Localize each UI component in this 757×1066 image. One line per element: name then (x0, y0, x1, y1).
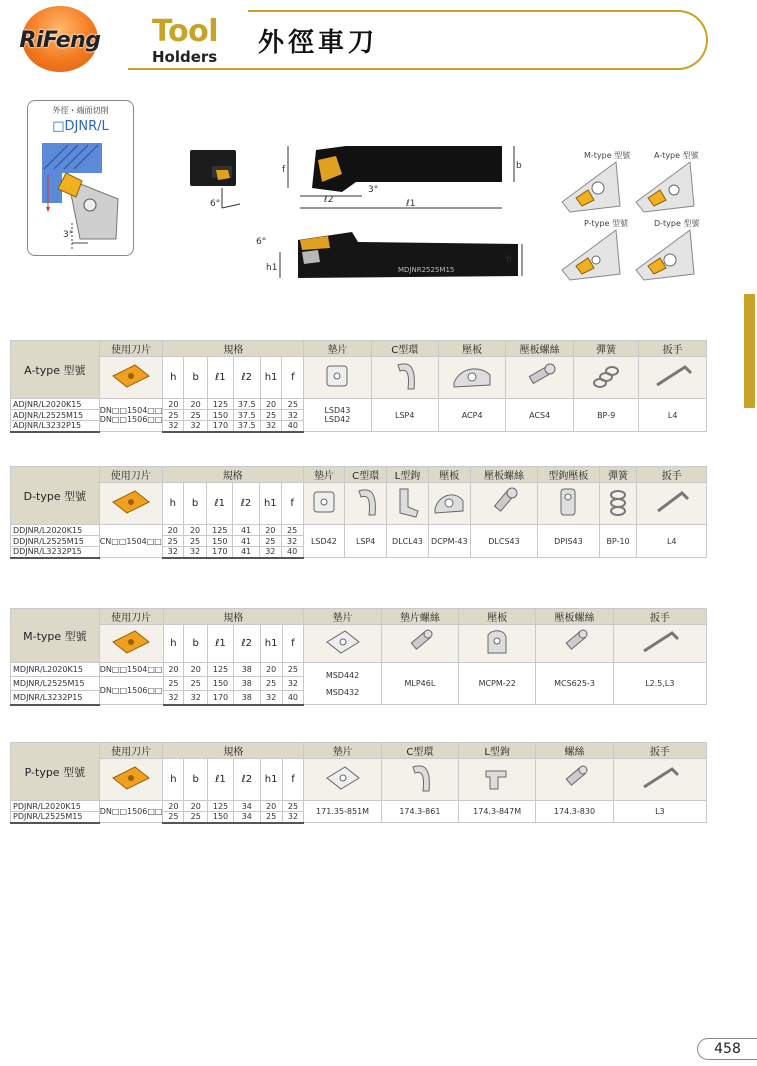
clamp-cell: MCPM-22 (459, 663, 536, 705)
part-header: 壓板 (438, 341, 506, 357)
part-header: 墊片 (303, 467, 345, 483)
angle-3-top: 3° (368, 185, 379, 195)
val-f: 25 (282, 801, 304, 812)
wrench-icon (613, 625, 706, 663)
val-b: 20 (184, 663, 208, 677)
model-cell: MDJNR/L2525M15 (11, 677, 100, 691)
val-l1: 150 (208, 812, 234, 823)
model-cell: PDJNR/L2020K15 (11, 801, 100, 812)
val-b: 32 (184, 691, 208, 705)
val-f: 32 (282, 812, 304, 823)
l-hook-icon (387, 483, 429, 525)
holder-photo-side (258, 222, 528, 288)
c-ring-icon (345, 483, 387, 525)
val-h1: 20 (260, 399, 282, 410)
page-number: 458 (697, 1038, 757, 1060)
val-l1: 150 (208, 410, 234, 421)
holder-code: □DJNR/L (52, 119, 109, 134)
part-header: 彈簧 (573, 341, 638, 357)
col-h: h (163, 357, 184, 399)
shim-icon (304, 357, 371, 399)
val-h: 20 (163, 663, 184, 677)
insert-header: 使用刀片 (99, 341, 163, 357)
col-h: h (162, 483, 183, 525)
clamp-cell: DCPM-43 (428, 525, 470, 558)
hook-clamp-cell: DPIS43 (538, 525, 599, 558)
col-h1: h1 (260, 759, 282, 801)
dim-h: h (506, 255, 512, 265)
col-h1: h1 (260, 625, 282, 663)
val-b: 20 (184, 399, 208, 410)
val-l2: 38 (233, 677, 260, 691)
model-cell: ADJNR/L2020K15 (11, 399, 100, 410)
shim-icon (304, 759, 381, 801)
val-l2: 41 (233, 536, 260, 547)
part-header: 墊片 (304, 609, 381, 625)
val-l1: 170 (208, 421, 234, 432)
hook-clamp-icon (538, 483, 599, 525)
wrench-cell: L2.5,L3 (613, 663, 706, 705)
type-label: P-type 型號 (11, 743, 100, 801)
val-h1: 20 (259, 525, 281, 536)
col-l2: ℓ2 (233, 625, 260, 663)
val-b: 25 (184, 677, 208, 691)
val-b: 20 (183, 525, 207, 536)
c-ring-cell: LSP4 (345, 525, 387, 558)
val-h1: 32 (260, 691, 282, 705)
val-h: 32 (163, 421, 184, 432)
part-header: 壓板螺絲 (470, 467, 537, 483)
clamp-icon (459, 625, 536, 663)
l-hook-cell: DLCL43 (387, 525, 429, 558)
insert-cell: CN□□1504□□ (99, 525, 162, 558)
val-h1: 32 (260, 421, 282, 432)
part-header: 彈簧 (599, 467, 637, 483)
c-ring-cell: LSP4 (371, 399, 438, 432)
angle-3-label: 3° (63, 230, 74, 240)
val-h: 25 (163, 410, 184, 421)
variant-a-label: A-type 型號 (654, 151, 699, 160)
c-ring-cell: 174.3-861 (381, 801, 458, 823)
model-cell: ADJNR/L2525M15 (11, 410, 100, 421)
col-l2: ℓ2 (233, 483, 260, 525)
dim-b: b (516, 161, 522, 171)
type-label: D-type 型號 (11, 467, 100, 525)
val-l2: 34 (233, 801, 260, 812)
page-title: 外徑車刀 (258, 28, 379, 58)
bar-marking: MDJNR2525M15 (398, 266, 455, 274)
insert-header: 使用刀片 (99, 467, 162, 483)
wrench-cell: L4 (639, 399, 707, 432)
val-l1: 125 (208, 663, 234, 677)
val-f: 25 (281, 525, 303, 536)
clamp-icon (438, 357, 506, 399)
val-f: 25 (282, 663, 304, 677)
clamp-screw-cell: MCS625-3 (536, 663, 613, 705)
clamp-cell: ACP4 (438, 399, 506, 432)
spring-icon (599, 483, 637, 525)
spring-cell: BP-9 (573, 399, 638, 432)
spec-header: 規格 (163, 743, 304, 759)
variant-icons (556, 160, 746, 280)
p-type-table (10, 742, 707, 824)
spec-header: 規格 (163, 609, 304, 625)
val-f: 40 (282, 421, 304, 432)
a-type-table (10, 340, 707, 433)
spring-cell: BP-10 (599, 525, 637, 558)
part-header: C型環 (371, 341, 438, 357)
val-b: 20 (184, 801, 208, 812)
col-l1: ℓ1 (208, 759, 234, 801)
val-h: 32 (163, 691, 184, 705)
insert-cell: DN□□1506□□ (99, 677, 163, 705)
dim-h1: h1 (266, 263, 278, 273)
col-h: h (163, 759, 184, 801)
spec-header: 規格 (162, 467, 303, 483)
val-l1: 125 (207, 525, 233, 536)
val-h1: 32 (259, 547, 281, 558)
val-b: 25 (183, 536, 207, 547)
val-h: 25 (162, 536, 183, 547)
col-b: b (184, 357, 208, 399)
col-h1: h1 (259, 483, 281, 525)
insert-cell: DN□□1506□□ (99, 801, 163, 823)
val-l2: 41 (233, 547, 260, 558)
val-h: 20 (162, 525, 183, 536)
val-l1: 170 (208, 691, 234, 705)
part-header: 扳手 (613, 609, 706, 625)
val-f: 40 (282, 691, 304, 705)
insert-icon (99, 357, 163, 399)
clamp-screw-cell: ACS4 (506, 399, 573, 432)
insert-icon (99, 759, 163, 801)
shim-cell: LSD43 LSD42 (304, 399, 371, 432)
cut-label: 外徑・端面切削 (52, 106, 109, 115)
part-header: 壓板螺絲 (506, 341, 573, 357)
part-header: 扳手 (613, 743, 706, 759)
val-f: 32 (282, 410, 304, 421)
val-l1: 125 (208, 801, 234, 812)
col-f: f (282, 357, 304, 399)
val-h1: 20 (260, 663, 282, 677)
val-h: 20 (163, 399, 184, 410)
val-h: 25 (163, 812, 184, 823)
l-hook-icon (459, 759, 536, 801)
clamp-icon (428, 483, 470, 525)
insert-icon (99, 625, 163, 663)
part-header: C型環 (381, 743, 458, 759)
shim-screw-cell: MLP46L (381, 663, 458, 705)
val-f: 32 (282, 677, 304, 691)
wrench-icon (637, 483, 707, 525)
insert-icon (99, 483, 162, 525)
c-ring-icon (371, 357, 438, 399)
col-l2: ℓ2 (233, 759, 260, 801)
val-f: 32 (281, 536, 303, 547)
val-l1: 150 (208, 677, 234, 691)
col-l1: ℓ1 (207, 483, 233, 525)
logo-text: RiFeng (19, 28, 101, 53)
cutting-diagram-icon (28, 139, 135, 257)
part-header: 墊片 (304, 743, 381, 759)
variant-d-label: D-type 型號 (654, 219, 700, 228)
val-l1: 170 (207, 547, 233, 558)
val-h1: 20 (260, 801, 282, 812)
val-h1: 25 (260, 410, 282, 421)
val-h: 32 (162, 547, 183, 558)
shim-icon (303, 483, 345, 525)
tool-word: Tool (152, 14, 218, 49)
part-header: L型鉤 (459, 743, 536, 759)
insert-cell: DN□□1504□□ DN□□1506□□ (99, 399, 163, 432)
type-label: M-type 型號 (11, 609, 100, 663)
val-l2: 38 (233, 663, 260, 677)
part-header: 扳手 (639, 341, 707, 357)
dim-l2: ℓ2 (324, 195, 334, 205)
holder-drawing-top (282, 138, 522, 214)
shim-screw-icon (381, 625, 458, 663)
val-b: 25 (184, 410, 208, 421)
shim-icon (304, 625, 381, 663)
val-l1: 150 (207, 536, 233, 547)
val-h1: 25 (259, 536, 281, 547)
part-header: 墊片 (304, 341, 371, 357)
val-l2: 37.5 (233, 410, 260, 421)
val-l2: 34 (233, 812, 260, 823)
shim-cell: LSD42 (303, 525, 345, 558)
col-l1: ℓ1 (208, 357, 234, 399)
shim-cell: MSD442 MSD432 (304, 663, 381, 705)
part-header: 墊片螺絲 (381, 609, 458, 625)
val-l2: 38 (233, 691, 260, 705)
val-l1: 125 (208, 399, 234, 410)
spring-icon (573, 357, 638, 399)
val-f: 40 (281, 547, 303, 558)
d-type-table (10, 466, 707, 559)
part-header: 扳手 (637, 467, 707, 483)
col-h1: h1 (260, 357, 282, 399)
val-b: 32 (184, 421, 208, 432)
model-cell: DDJNR/L2525M15 (11, 536, 100, 547)
holder-code-box (27, 100, 134, 256)
col-b: b (184, 759, 208, 801)
val-h1: 25 (260, 677, 282, 691)
holder-photo-small (186, 146, 246, 210)
col-l2: ℓ2 (233, 357, 260, 399)
type-label: A-type 型號 (11, 341, 100, 399)
part-header: 壓板 (428, 467, 470, 483)
wrench-icon (613, 759, 706, 801)
col-h: h (163, 625, 184, 663)
l-hook-cell: 174.3-847M (459, 801, 536, 823)
col-f: f (282, 625, 304, 663)
wrench-cell: L3 (613, 801, 706, 823)
dim-f: f (282, 165, 286, 175)
val-b: 32 (183, 547, 207, 558)
model-cell: MDJNR/L2020K15 (11, 663, 100, 677)
col-l1: ℓ1 (208, 625, 234, 663)
m-type-table (10, 608, 707, 706)
col-f: f (281, 483, 303, 525)
variant-m-label: M-type 型號 (584, 151, 631, 160)
c-ring-icon (381, 759, 458, 801)
col-f: f (282, 759, 304, 801)
screw-icon (506, 357, 573, 399)
model-cell: ADJNR/L3232P15 (11, 421, 100, 432)
val-h: 20 (163, 801, 184, 812)
model-cell: PDJNR/L2525M15 (11, 812, 100, 823)
insert-cell: DN□□1504□□ (99, 663, 163, 677)
clamp-variants (556, 146, 746, 276)
val-l2: 41 (233, 525, 260, 536)
angle-6-label: 6° (210, 199, 221, 209)
holders-word: Holders (152, 48, 218, 66)
part-header: 壓板螺絲 (536, 609, 613, 625)
model-cell: MDJNR/L3232P15 (11, 691, 100, 705)
part-header: 螺絲 (536, 743, 613, 759)
screw-icon (536, 625, 613, 663)
angle-6-side: 6° (256, 237, 267, 247)
wrench-icon (639, 357, 707, 399)
screw-icon (470, 483, 537, 525)
val-b: 25 (184, 812, 208, 823)
val-l2: 37.5 (233, 421, 260, 432)
part-header: 壓板 (459, 609, 536, 625)
variant-p-label: P-type 型號 (584, 219, 628, 228)
shim-cell: 171.35-851M (304, 801, 381, 823)
part-header: L型鉤 (387, 467, 429, 483)
dim-l1: ℓ1 (406, 199, 416, 209)
val-l2: 37.5 (233, 399, 260, 410)
val-h: 25 (163, 677, 184, 691)
part-header: 型鉤壓板 (538, 467, 599, 483)
val-f: 25 (282, 399, 304, 410)
wrench-cell: L4 (637, 525, 707, 558)
brand-logo (8, 6, 112, 72)
col-b: b (183, 483, 207, 525)
val-h1: 25 (260, 812, 282, 823)
screw-icon (536, 759, 613, 801)
screw-cell: 174.3-830 (536, 801, 613, 823)
insert-header: 使用刀片 (99, 743, 163, 759)
model-cell: DDJNR/L3232P15 (11, 547, 100, 558)
spec-header: 規格 (163, 341, 304, 357)
part-header: C型環 (345, 467, 387, 483)
model-cell: DDJNR/L2020K15 (11, 525, 100, 536)
clamp-screw-cell: DLCS43 (470, 525, 537, 558)
col-b: b (184, 625, 208, 663)
insert-header: 使用刀片 (99, 609, 163, 625)
section-tab (744, 294, 755, 408)
